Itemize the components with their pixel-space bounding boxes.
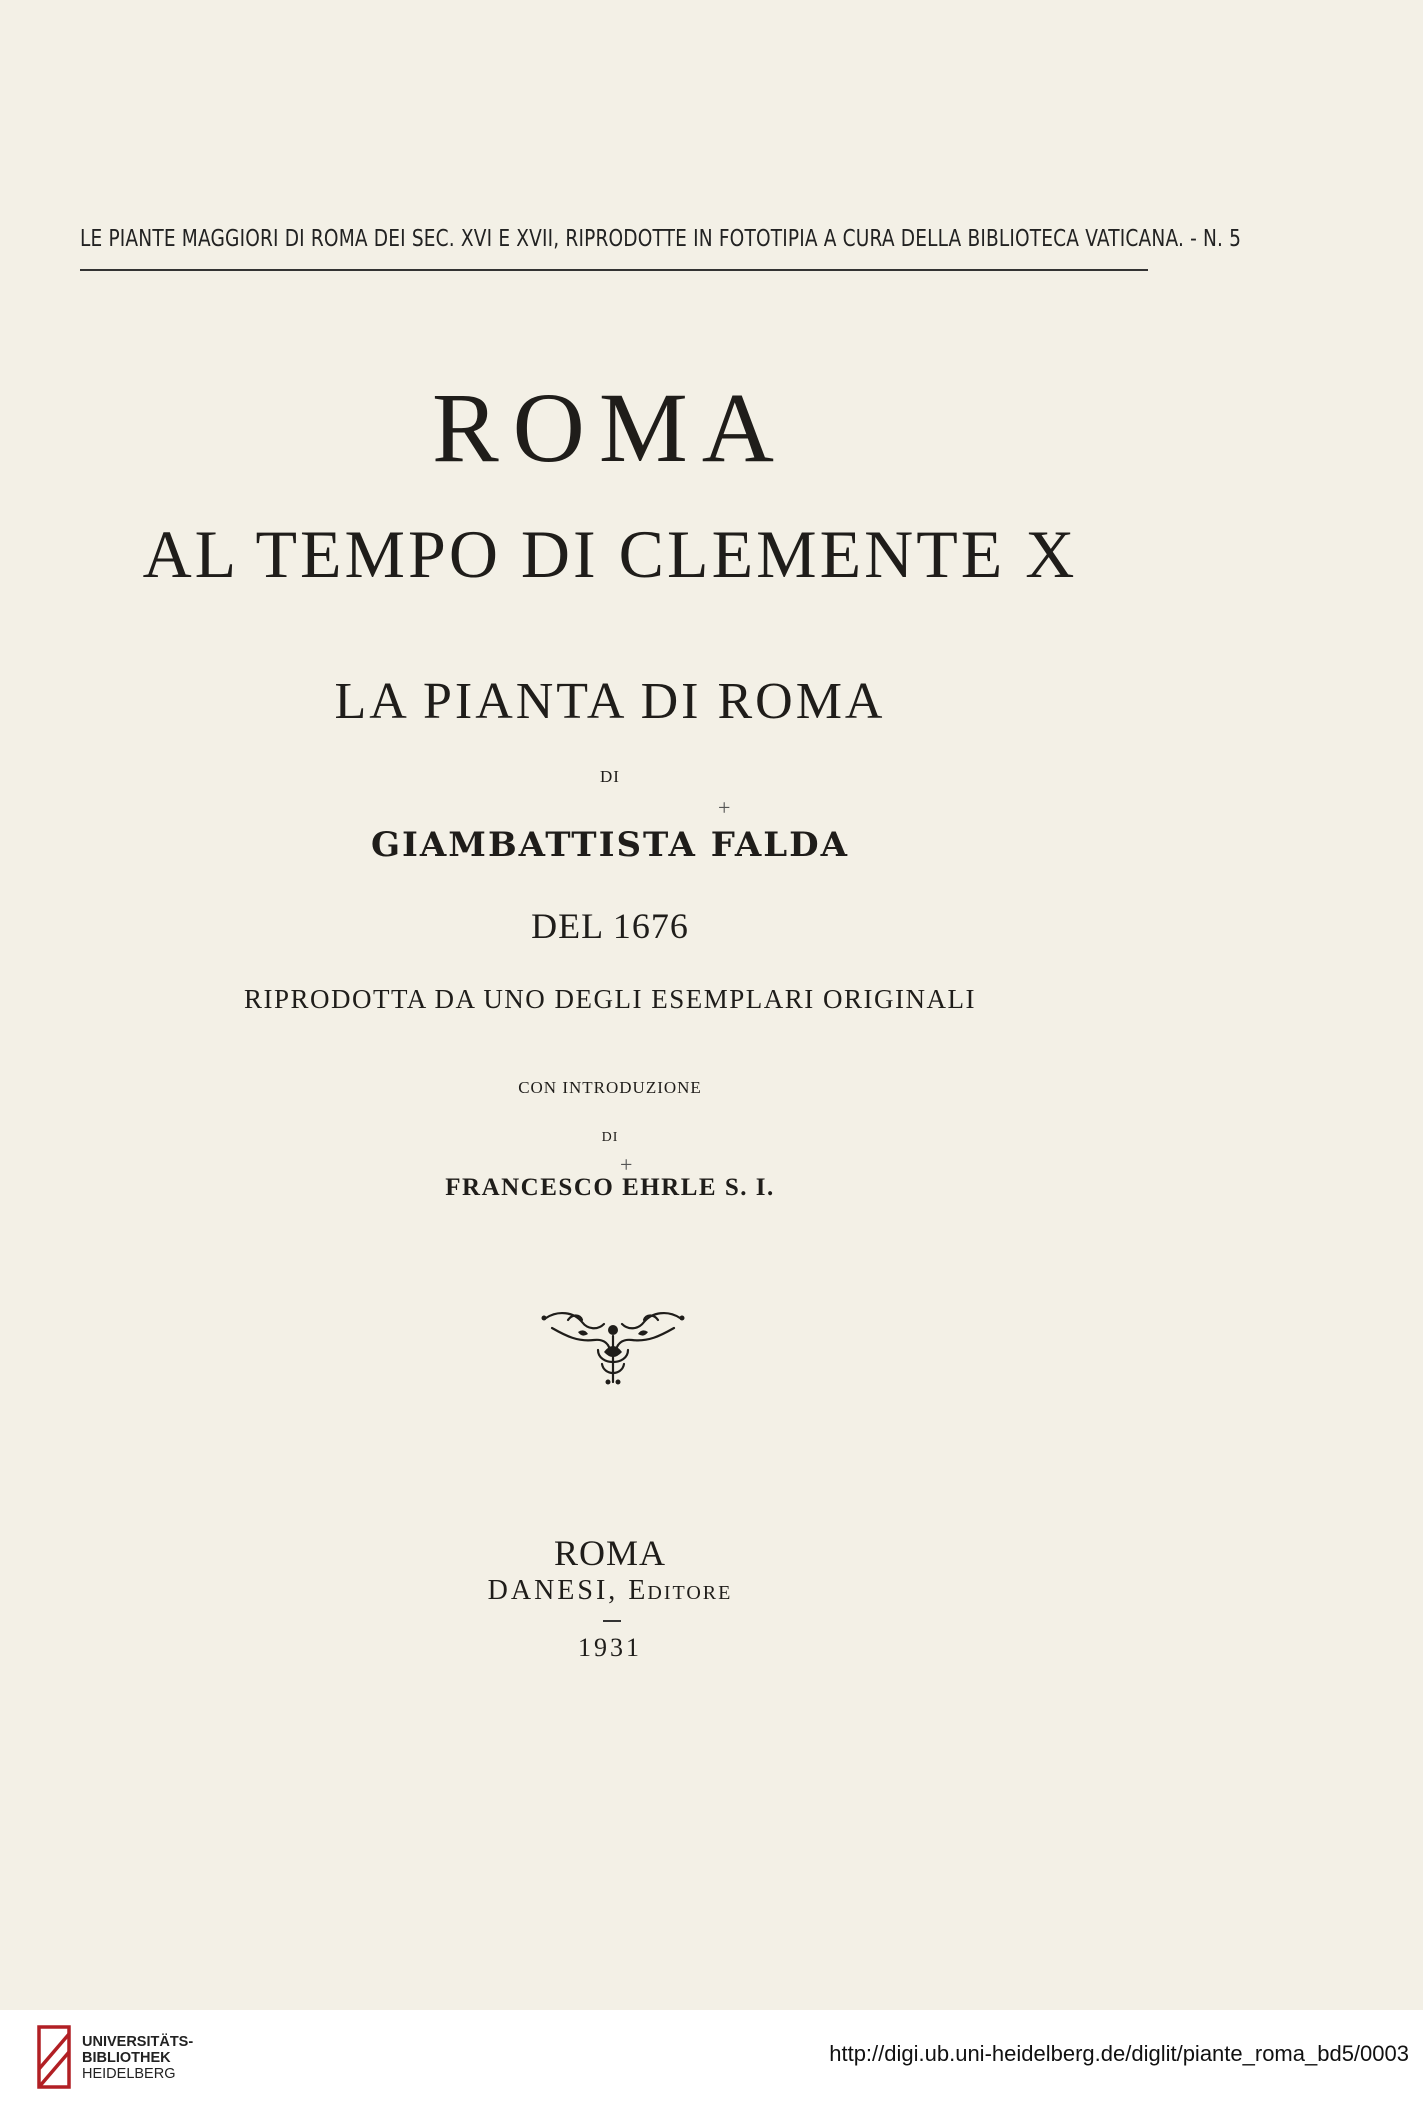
library-logo-icon (36, 2024, 72, 2090)
main-title: ROMA (431, 372, 789, 483)
by-label: DI (600, 767, 620, 786)
by-label-2: DI (601, 1130, 619, 1145)
introduction-label: CON INTRODUZIONE (518, 1078, 702, 1097)
series-title: LE PIANTE MAGGIORI DI ROMA DEI SEC. XVI E XVII, RIPRODOTTE IN FOTOTIPIA A CURA DELLA BIBLIOTECA VATICANA. - N. 5 (80, 224, 1242, 252)
publisher-name: DANESI, (487, 1575, 619, 1606)
imprint-dash (603, 1620, 621, 1622)
logo-line-2: BIBLIOTHEK (82, 2050, 171, 2066)
publisher-role: Editore (628, 1575, 733, 1606)
author-name: GIAMBATTISTA FALDA (370, 825, 850, 865)
imprint-publisher (0, 1575, 1220, 1607)
logo-line-3: HEIDELBERG (82, 2066, 176, 2082)
logo-line-1: UNIVERSITÄTS- (82, 2034, 194, 2050)
imprint-city: ROMA (553, 1533, 667, 1573)
imprint-year: 1931 (578, 1633, 642, 1662)
editor-name: FRANCESCO EHRLE S. I. (445, 1174, 775, 1201)
subtitle: AL TEMPO DI CLEMENTE X (142, 516, 1078, 592)
library-logo-text (82, 2034, 193, 2082)
ornament-icon (538, 1306, 688, 1386)
handwritten-cross: + (718, 795, 731, 820)
work-title: LA PIANTA DI ROMA (334, 673, 886, 730)
handwritten-cross-2: + (620, 1152, 633, 1177)
reproduction-note: RIPRODOTTA DA UNO DEGLI ESEMPLARI ORIGINALI (243, 984, 977, 1014)
map-date: DEL 1676 (531, 906, 689, 946)
source-url-link[interactable]: http://digi.ub.uni-heidelberg.de/diglit/piante_roma_bd5/0003 (829, 2041, 1409, 2066)
series-rule (80, 269, 1148, 271)
